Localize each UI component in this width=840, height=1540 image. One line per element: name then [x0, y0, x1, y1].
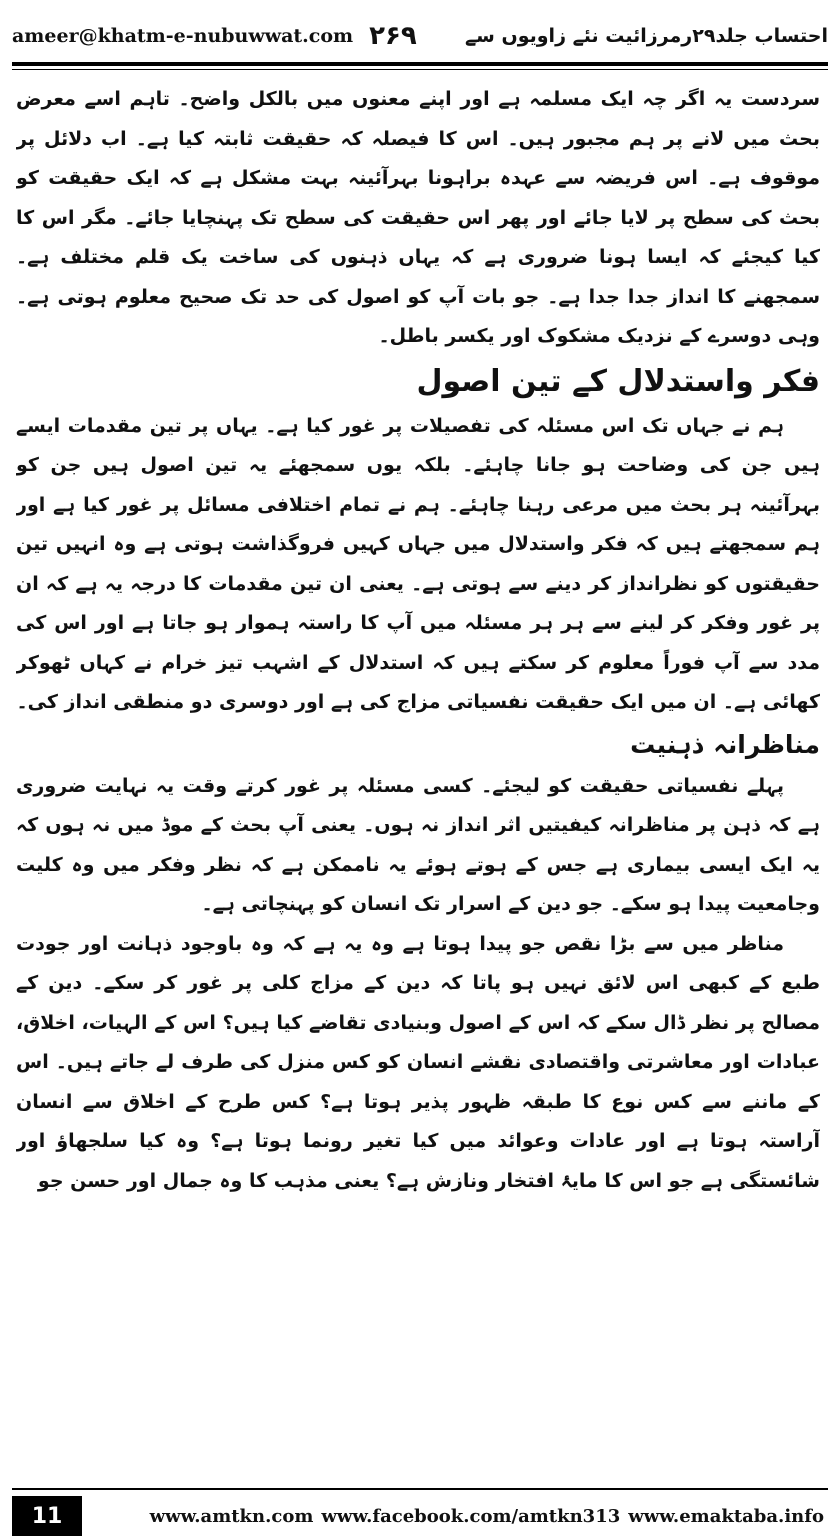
footer-rule — [12, 1488, 828, 1490]
header-left — [12, 21, 417, 51]
footer-page-badge: 11 — [12, 1496, 82, 1536]
heading-debate-mentality: مناظرانہ ذہنیت — [630, 729, 820, 759]
section2-paragraph-2: مناظر میں سے بڑا نقص جو پیدا ہوتا ہے وہ یہ ہے کہ وہ باوجود ذہانت اور جودت طبع کے کبھی اس لائق نہیں ہو پاتا کہ دین کے مزاج کلی پر غور کر سکے۔ دین کے مصالح پر نظر ڈال سکے کہ اس کے اصول وبنیادی تقاضے کیا ہیں؟ اس کے الہیات، اخلاق، عبادات اور معاشرتی واقتصادی نقشے انسان کو کس منزل کی طرف لے جاتے ہیں۔ اس کے ماننے سے کس نوع کا طبقہ ظہور پذیر ہوتا ہے؟ کس طرح کے اخلاق سے انسان آراستہ ہوتا ہے اور عادات وعوائد میں کیا تغیر رونما ہوتا ہے؟ وہ کیا سلجھاؤ اور شائستگی ہے جو اس کا مایۂ افتخار ونازش ہے؟ یعنی مذہب کا وہ جمال اور حسن جو — [16, 932, 820, 1192]
header-rule-thin — [12, 69, 828, 70]
header-rule-thick — [12, 62, 828, 66]
heading-three-principles: فکر واستدلال کے تین اصول — [416, 363, 820, 399]
page-content — [16, 80, 820, 1442]
footer-link-amtkn[interactable]: www.amtkn.com — [149, 1505, 314, 1527]
footer-link-emaktaba[interactable]: www.emaktaba.info — [628, 1505, 824, 1527]
page-header — [12, 14, 828, 58]
intro-paragraph: سردست یہ اگر چہ ایک مسلمہ ہے اور اپنے معنوں میں بالکل واضح۔ تاہم اسے معرض بحث میں لانے پر ہم مجبور ہیں۔ اس کا فیصلہ کہ حقیقت ثابتہ کیا ہے۔ اب دلائل پر موقوف ہے۔ اس فریضہ سے عہدہ براہونا بہرآئینہ بہت مشکل ہے کہ ایک حقیقت کو بحث کی سطح پر لایا جائے اور پھر اس حقیقت کی سطح تک پہنچایا جائے۔ مگر اس کا کیا کیجئے کہ ایسا ہونا ضروری ہے کہ یہاں ذہنوں کی ساخت یک قلم مختلف ہے۔ سمجھنے کا انداز جدا جدا ہے۔ جو بات آپ کو اصول کی حد تک صحیح معلوم ہوتی ہے۔ وہی دوسرے کے نزدیک مشکوک اور یکسر باطل۔ — [16, 88, 820, 347]
header-running-title: احتساب جلد۲۹رمرزائیت نئے زاویوں سے — [465, 25, 828, 47]
footer-link-facebook[interactable]: www.facebook.com/amtkn313 — [321, 1505, 621, 1527]
header-page-number: ۲۶۹ — [369, 21, 417, 51]
footer-links — [82, 1506, 828, 1527]
section1-paragraph: ہم نے جہاں تک اس مسئلہ کی تفصیلات پر غور کیا ہے۔ یہاں پر تین مقدمات ایسے ہیں جن کی وضاحت ہو جانا چاہئے۔ بلکہ یوں سمجھئے یہ تین اصول ہیں جن کو بہرآئینہ ہر بحث میں مرعی رہنا چاہئے۔ ہم نے تمام اختلافی مسائل پر غور کیا ہے اور ہم سمجھتے ہیں کہ فکر واستدلال میں جہاں کہیں فروگذاشت ہوتی ہے وہ انہیں تین حقیقتوں کو نظرانداز کر دینے سے ہوتی ہے۔ یعنی ان تین مقدمات کا درجہ یہ ہے کہ ان پر غور وفکر کر لینے سے ہر ہر مسئلہ میں آپ کا راستہ ہموار ہو جاتا ہے اور اس کی مدد سے آپ فوراً معلوم کر سکتے ہیں کہ استدلال کے اشہب تیز خرام نے کہاں ٹھوکر کھائی ہے۔ ان میں ایک حقیقت نفسیاتی مزاج کی ہے اور دوسری دو منطقی انداز کی۔ — [16, 414, 820, 713]
section2-paragraph-1: پہلے نفسیاتی حقیقت کو لیجئے۔ کسی مسئلہ پر غور کرتے وقت یہ نہایت ضروری ہے کہ ذہن پر مناظرانہ کیفیتیں اثر انداز نہ ہوں۔ یعنی آپ بحث کے موڈ میں نہ ہوں کہ یہ ایک ایسی بیماری ہے جس کے ہوتے ہوئے یہ ناممکن ہے کہ نظر وفکر میں وہ کلیت وجامعیت پیدا ہو سکے۔ جو دین کے اسرار تک انسان کو پہنچاتی ہے۔ — [16, 774, 820, 915]
header-email: ameer@khatm-e-nubuwwat.com — [12, 25, 354, 47]
page-footer — [12, 1496, 828, 1536]
